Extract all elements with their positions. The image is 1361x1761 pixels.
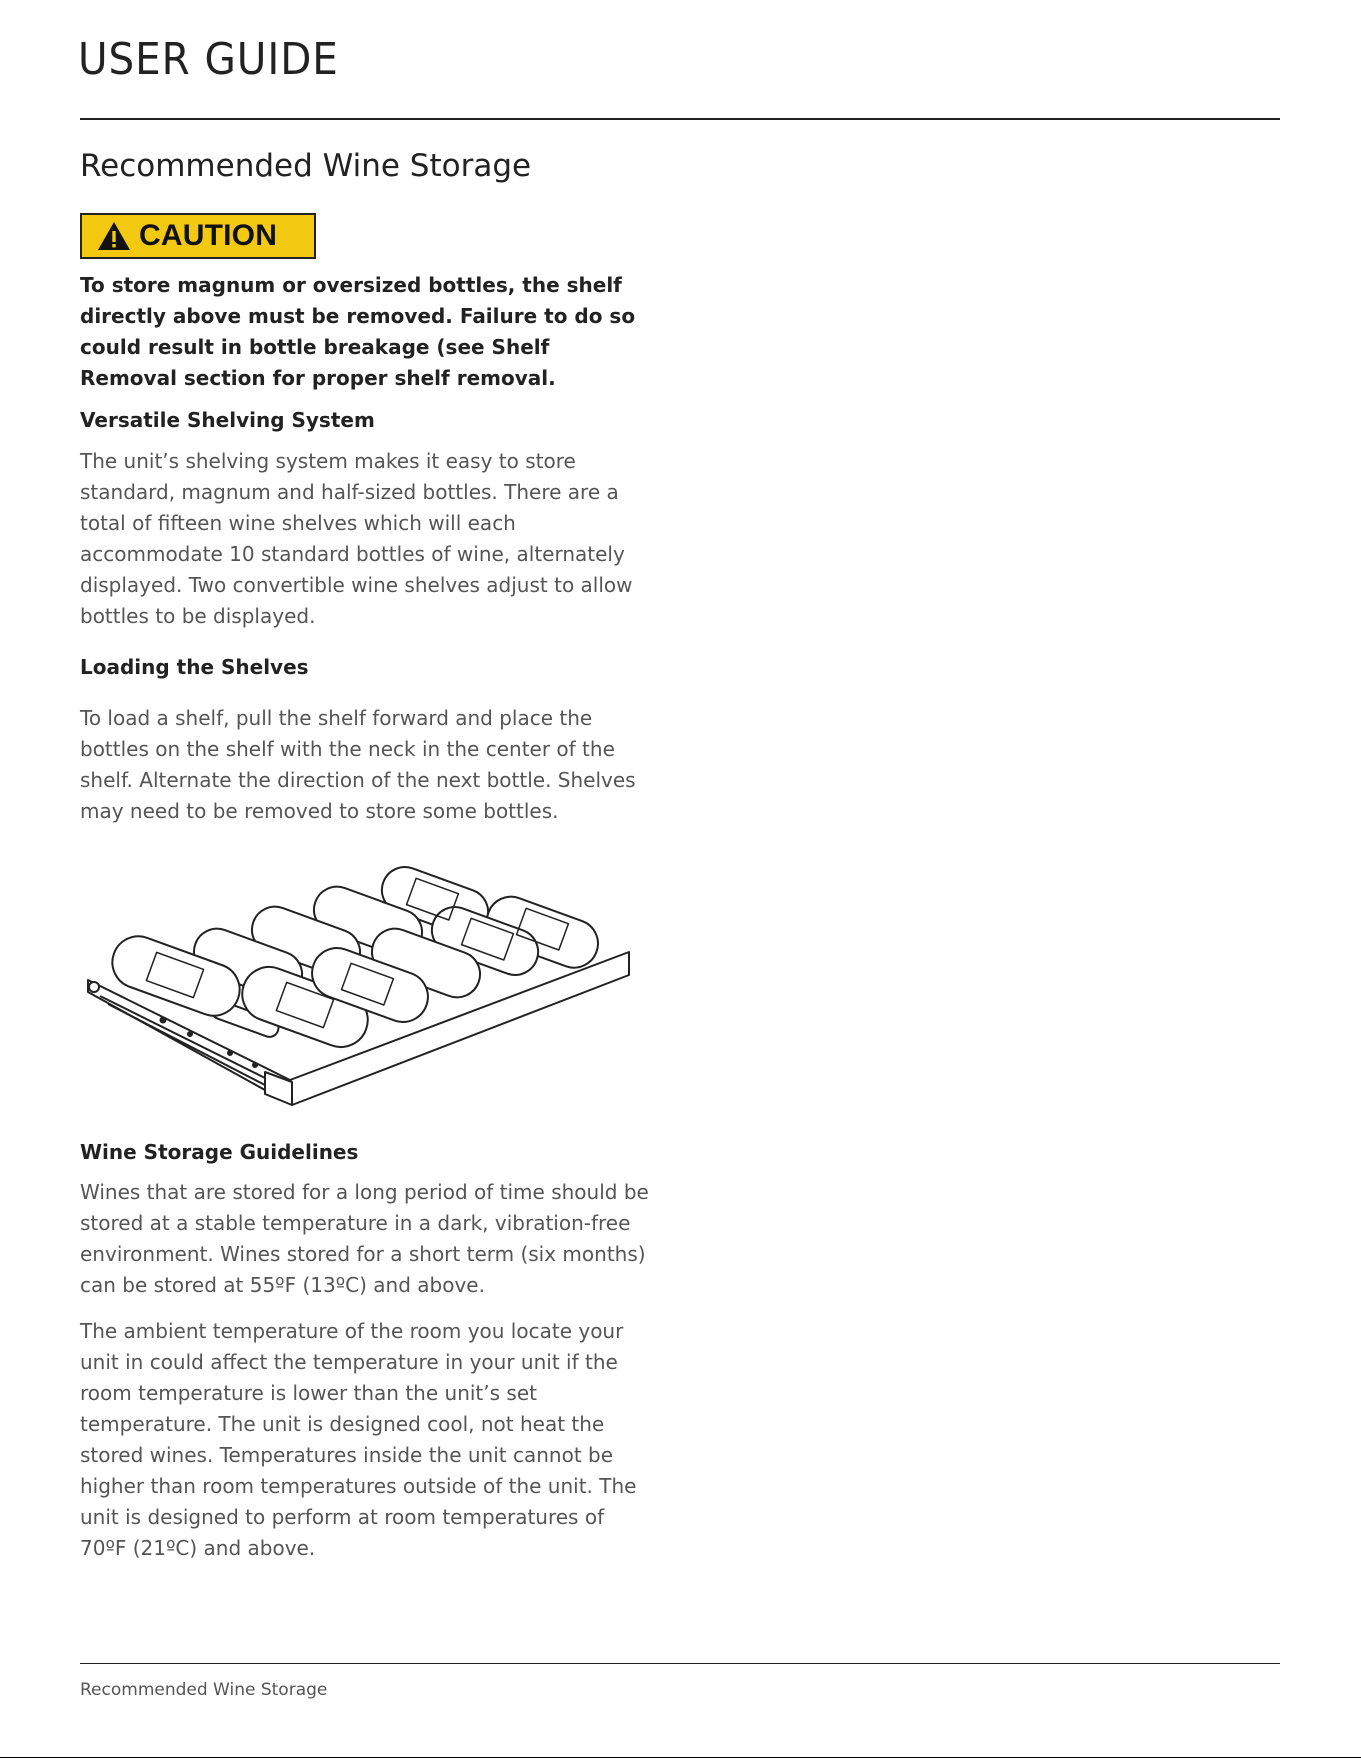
guidelines-para-2: The ambient temperature of the room you locate your unit in could affect the temperature in your unit if the room temperature is lower than the unit’s set temperature. The unit is designed cool, not heat the stored wines. Temperatures inside the unit cannot be higher than room temperatures outside of the unit. The unit is designed to perform at room temperatures of 70ºF (21ºC) and above. bbox=[80, 1319, 637, 1560]
loading-heading: Loading the Shelves bbox=[80, 655, 309, 679]
footer-divider bbox=[80, 1663, 1280, 1664]
section-title: Recommended Wine Storage bbox=[80, 148, 532, 184]
wine-shelf-illustration bbox=[80, 860, 640, 1110]
guidelines-para-1: Wines that are stored for a long period of time should be stored at a stable temperature in a dark, vibration-free environment. Wines stored for a short term (six months) can be stored at 55ºF (13ºC) and above. bbox=[80, 1180, 649, 1297]
versatile-heading: Versatile Shelving System bbox=[80, 408, 375, 432]
page-edge-line bbox=[0, 1757, 1361, 1758]
guidelines-heading: Wine Storage Guidelines bbox=[80, 1140, 359, 1164]
versatile-body: The unit’s shelving system makes it easy to store standard, magnum and half-sized bottles. There are a total of fifteen wine shelves which will each accommodate 10 standard bottles of wine, alternately displayed. Two convertible wine shelves adjust to allow bottles to be displayed. bbox=[80, 449, 633, 628]
caution-badge bbox=[80, 213, 316, 259]
document-title: USER GUIDE bbox=[78, 34, 339, 85]
header-divider bbox=[80, 118, 1280, 120]
loading-body: To load a shelf, pull the shelf forward and place the bottles on the shelf with the neck in the center of the shelf. Alternate the direction of the next bottle. Shelves may need to be removed to store some bottles. bbox=[80, 706, 636, 823]
warning-triangle-icon bbox=[97, 221, 131, 251]
caution-label: CAUTION bbox=[139, 219, 278, 252]
caution-text: To store magnum or oversized bottles, the shelf directly above must be removed. Failure to do so could result in bottle breakage (see Shelf Removal section for proper shelf removal. bbox=[80, 273, 636, 390]
footer-section-name: Recommended Wine Storage bbox=[80, 1680, 328, 1700]
